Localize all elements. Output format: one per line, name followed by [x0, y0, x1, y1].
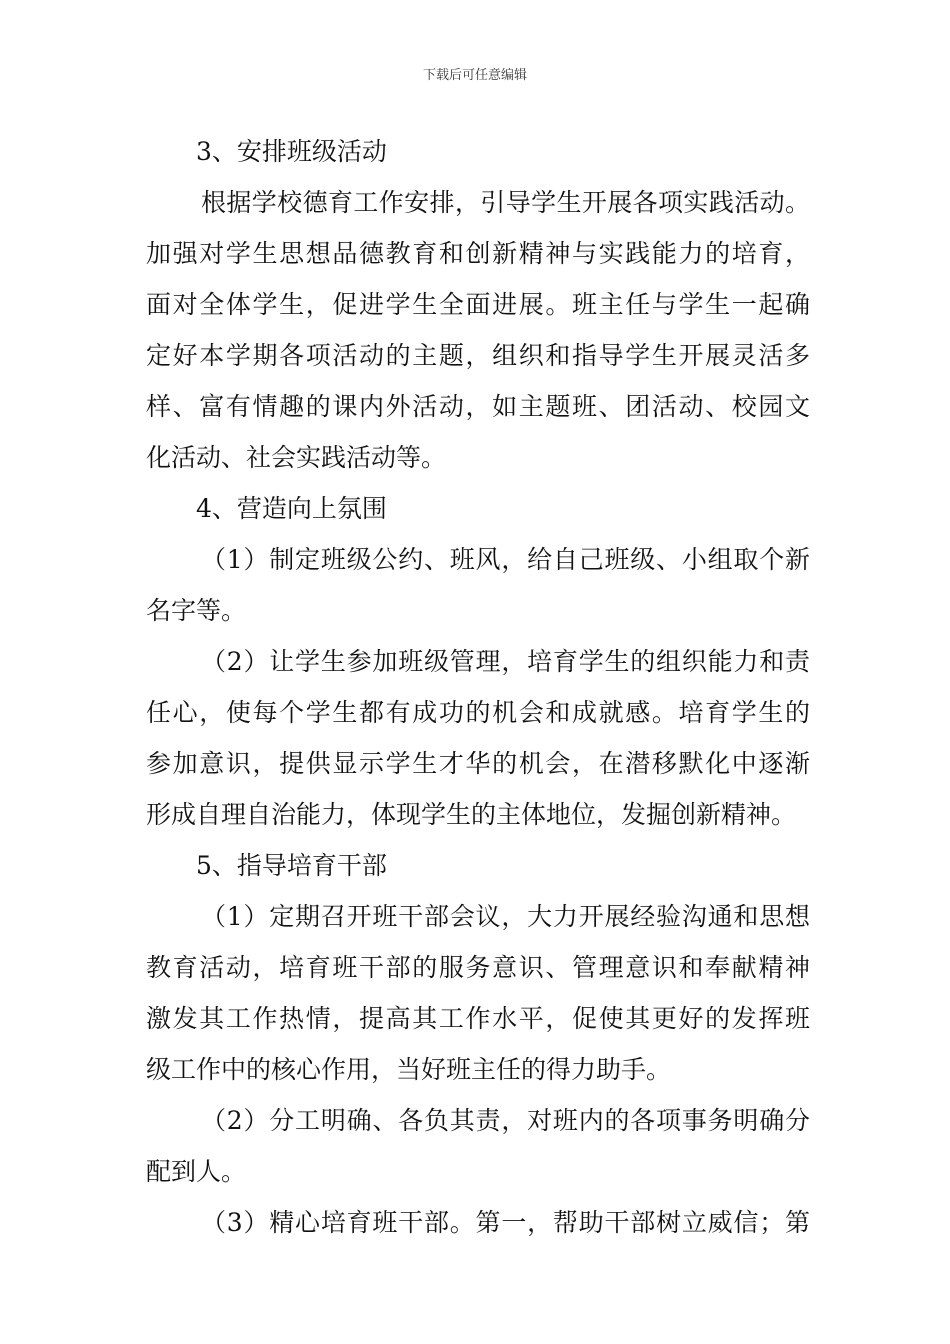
paragraph-line: 加强对学生思想品德教育和创新精神与实践能力的培育， — [146, 239, 810, 268]
paragraph-line: （2）让学生参加班级管理，培育学生的组织能力和责 — [201, 647, 810, 676]
paragraph-line: 激发其工作热情，提高其工作水平，促使其更好的发挥班 — [146, 1004, 810, 1033]
paragraph-line: 教育活动，培育班干部的服务意识、管理意识和奉献精神 — [146, 953, 810, 982]
paragraph-line: 形成自理自治能力，体现学生的主体地位，发掘创新精神。 — [146, 800, 797, 829]
paragraph-line: 样、富有情趣的课内外活动，如主题班、团活动、校园文 — [146, 392, 810, 421]
paragraph-line: 化活动、社会实践活动等。 — [146, 443, 447, 472]
paragraph-line: （1）定期召开班干部会议，大力开展经验沟通和思想 — [201, 902, 810, 931]
page-header: 下载后可任意编辑 — [422, 68, 527, 83]
paragraph-line: 参加意识，提供显示学生才华的机会，在潜移默化中逐渐 — [146, 749, 810, 778]
paragraph-line: 任心，使每个学生都有成功的机会和成就感。培育学生的 — [146, 698, 810, 727]
paragraph-line: 配到人。 — [146, 1157, 247, 1186]
paragraph-line: 级工作中的核心作用，当好班主任的得力助手。 — [146, 1055, 672, 1084]
section-heading-5: 5、指导培育干部 — [196, 851, 387, 880]
paragraph-line: 名字等。 — [146, 596, 247, 625]
paragraph-line: 根据学校德育工作安排，引导学生开展各项实践活动。 — [201, 188, 810, 217]
paragraph-line: （1）制定班级公约、班风，给自己班级、小组取个新 — [201, 545, 810, 574]
paragraph-line: 定好本学期各项活动的主题，组织和指导学生开展灵活多 — [146, 341, 810, 370]
paragraph-line: 面对全体学生，促进学生全面进展。班主任与学生一起确 — [146, 290, 810, 319]
section-heading-4: 4、营造向上氛围 — [196, 494, 387, 523]
section-heading-3: 3、安排班级活动 — [196, 137, 387, 166]
paragraph-line: （2）分工明确、各负其责，对班内的各项事务明确分 — [201, 1106, 810, 1135]
document-body — [146, 126, 810, 1248]
paragraph-line: （3）精心培育班干部。第一，帮助干部树立威信；第 — [201, 1208, 810, 1237]
